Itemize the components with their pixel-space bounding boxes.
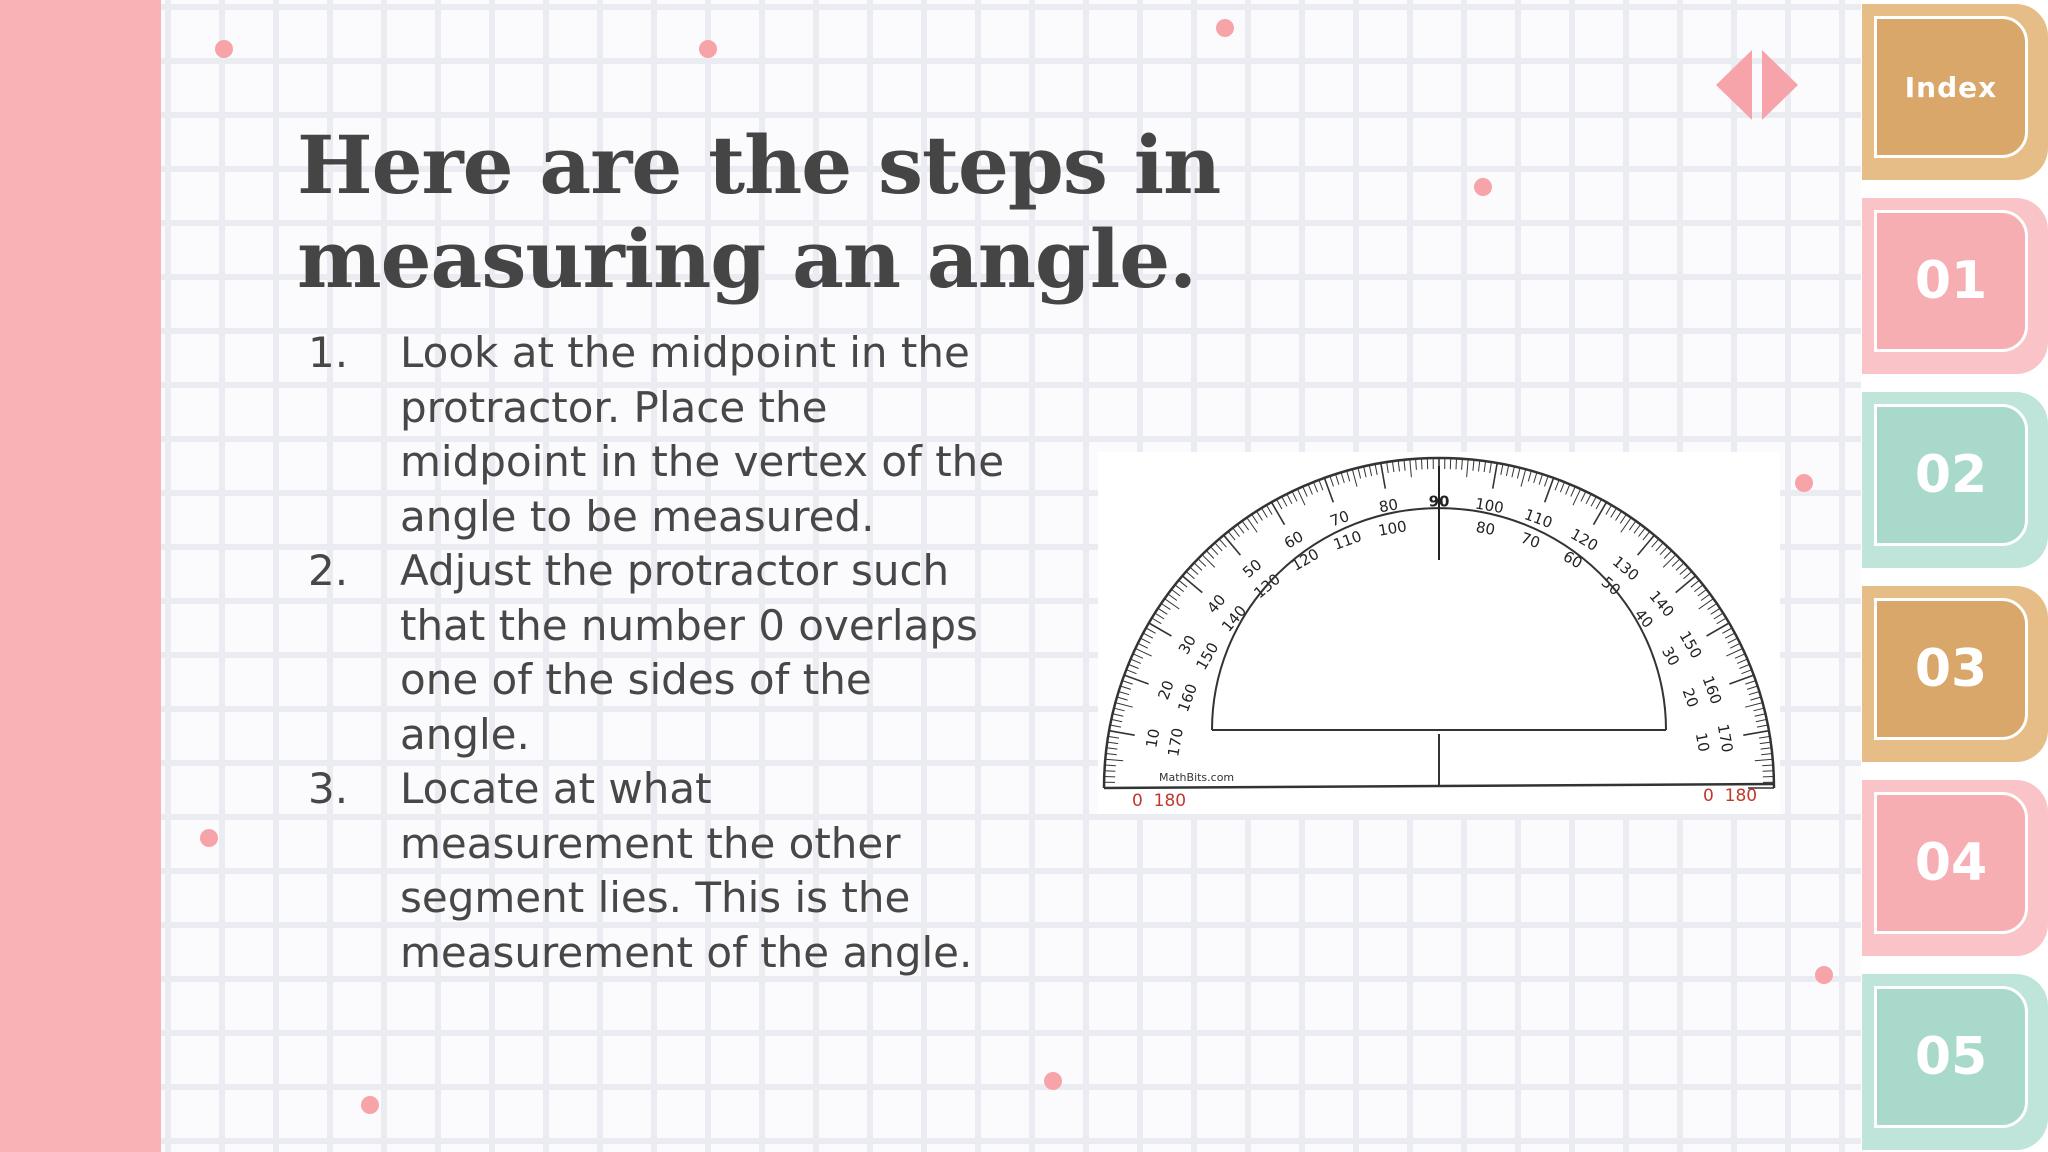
protractor-tick bbox=[1726, 649, 1742, 657]
tab-05[interactable] bbox=[1862, 974, 2048, 1150]
steps-list bbox=[308, 326, 1008, 980]
protractor-scale-label: 140 bbox=[1218, 601, 1251, 636]
protractor-tick bbox=[1634, 525, 1641, 534]
protractor-drawing bbox=[1098, 452, 1780, 814]
protractor-tick bbox=[1107, 748, 1118, 749]
protractor-tick bbox=[1138, 643, 1148, 648]
step-text: Locate at what measurement the other segment lies. This is the measurement of the angle. bbox=[400, 764, 973, 977]
protractor-tick bbox=[1753, 708, 1764, 711]
protractor-scale-label: 30 bbox=[1658, 643, 1684, 670]
protractor-tick bbox=[1596, 499, 1601, 509]
protractor-scale-label: 110 bbox=[1521, 505, 1555, 533]
protractor-scale-label: 60 bbox=[1559, 547, 1586, 573]
protractor-tick bbox=[1341, 472, 1344, 483]
left-accent-band bbox=[0, 0, 161, 1152]
protractor-tick bbox=[1467, 459, 1469, 477]
protractor-image bbox=[1098, 452, 1780, 814]
protractor-tick bbox=[1571, 487, 1576, 497]
protractor-tick bbox=[1735, 654, 1745, 659]
tab-label: 02 bbox=[1874, 404, 2028, 546]
protractor-tick bbox=[1656, 543, 1663, 551]
protractor-tick bbox=[1722, 628, 1732, 633]
protractor-tick bbox=[1282, 497, 1287, 507]
protractor-tick bbox=[1175, 585, 1184, 592]
protractor-scale-label: 40 bbox=[1203, 590, 1230, 617]
protractor-tick bbox=[1517, 468, 1520, 479]
decorative-dot bbox=[215, 40, 233, 58]
slide-title: Here are the steps in measuring an angle. bbox=[297, 118, 1221, 306]
protractor-tick bbox=[1398, 461, 1399, 472]
protractor-scale-label: 130 bbox=[1608, 552, 1643, 585]
protractor-tick bbox=[1292, 491, 1297, 501]
protractor-left-label: 0 180 bbox=[1132, 791, 1187, 811]
protractor-scale-label: 120 bbox=[1567, 524, 1602, 555]
protractor-tick bbox=[1484, 461, 1486, 472]
protractor-tick bbox=[1135, 649, 1151, 657]
protractor-tick bbox=[1262, 508, 1268, 517]
protractor-scale-label: 90 bbox=[1428, 492, 1450, 511]
protractor-tick bbox=[1586, 494, 1591, 504]
protractor-tick bbox=[1143, 633, 1153, 638]
protractor-tick bbox=[1237, 525, 1244, 534]
protractor-tick bbox=[1152, 618, 1162, 624]
protractor-tick bbox=[1110, 725, 1121, 727]
protractor-scale-label: 10 bbox=[1691, 731, 1713, 754]
protractor-tick bbox=[1757, 725, 1768, 727]
protractor-tick bbox=[1422, 459, 1423, 470]
protractor-tick bbox=[1131, 659, 1141, 663]
protractor-tick bbox=[1652, 539, 1659, 547]
protractor-tick bbox=[1594, 502, 1607, 525]
decorative-dot bbox=[1216, 19, 1234, 37]
protractor-scale-label: 160 bbox=[1698, 673, 1726, 707]
protractor-right-label: 0 180 bbox=[1703, 786, 1758, 806]
tab-index[interactable] bbox=[1862, 4, 2048, 180]
protractor-tick bbox=[1287, 494, 1292, 504]
protractor-tick bbox=[1708, 604, 1717, 610]
protractor-tick bbox=[1479, 461, 1480, 472]
protractor-tick bbox=[1745, 681, 1755, 685]
protractor-scale-label: 100 bbox=[1376, 517, 1409, 540]
tab-label: Index bbox=[1874, 16, 2028, 158]
protractor-tick bbox=[1606, 505, 1612, 514]
protractor-tick bbox=[1404, 460, 1405, 471]
list-item bbox=[308, 544, 1008, 762]
protractor-tick bbox=[1105, 771, 1116, 772]
protractor-tick bbox=[1111, 719, 1122, 721]
protractor-tick bbox=[1521, 469, 1526, 486]
protractor-tick bbox=[1190, 567, 1198, 574]
protractor-scale-label: 20 bbox=[1678, 685, 1703, 710]
protractor-tick bbox=[1149, 623, 1172, 636]
protractor-scale-label: 80 bbox=[1377, 495, 1400, 517]
tab-label: 03 bbox=[1874, 598, 2028, 740]
protractor-tick bbox=[1701, 594, 1710, 601]
protractor-scale-label: 170 bbox=[1713, 722, 1737, 754]
protractor-tick bbox=[1107, 742, 1118, 744]
protractor-tick bbox=[1456, 459, 1457, 470]
protractor-tick bbox=[1119, 692, 1130, 695]
decorative-dot bbox=[1044, 1072, 1062, 1090]
protractor-tick bbox=[1194, 563, 1202, 571]
protractor-tick bbox=[1629, 521, 1636, 530]
protractor-tick bbox=[1120, 686, 1131, 689]
protractor-tick bbox=[1676, 563, 1684, 571]
protractor-tick bbox=[1493, 463, 1498, 489]
protractor-tick bbox=[1369, 465, 1371, 476]
protractor-scale-label: 50 bbox=[1239, 555, 1266, 582]
protractor-tick bbox=[1707, 623, 1730, 636]
protractor-tick bbox=[1762, 765, 1773, 766]
protractor-tick bbox=[1172, 589, 1181, 596]
protractor-tick bbox=[1694, 585, 1703, 592]
protractor-tick bbox=[1215, 543, 1222, 551]
protractor-tick bbox=[1158, 608, 1167, 614]
protractor-tick bbox=[1128, 664, 1138, 668]
protractor-scale-label: 10 bbox=[1142, 727, 1164, 750]
protractor-tick bbox=[1392, 461, 1394, 472]
protractor-tick bbox=[1490, 462, 1492, 473]
prev-arrow-icon[interactable] bbox=[1716, 50, 1752, 120]
protractor-tick bbox=[1336, 474, 1339, 484]
protractor-tick bbox=[1155, 613, 1164, 619]
protractor-tick bbox=[1108, 736, 1119, 738]
protractor-tick bbox=[1566, 484, 1570, 494]
protractor-tick bbox=[1714, 613, 1723, 619]
protractor-tick bbox=[1206, 551, 1214, 559]
protractor-tick bbox=[1381, 463, 1386, 489]
protractor-tick bbox=[1462, 459, 1463, 470]
decorative-dot bbox=[699, 40, 717, 58]
protractor-tick bbox=[1501, 464, 1503, 475]
tab-02[interactable] bbox=[1862, 392, 2048, 568]
protractor-tick bbox=[1228, 532, 1235, 541]
protractor-scale-label: 150 bbox=[1675, 627, 1706, 662]
protractor-tick bbox=[1545, 476, 1549, 486]
protractor-tick bbox=[1115, 703, 1132, 708]
protractor-tick bbox=[1711, 608, 1720, 614]
protractor-tick bbox=[1272, 502, 1285, 525]
protractor-tick bbox=[1364, 467, 1367, 478]
protractor-tick bbox=[1512, 467, 1515, 478]
protractor-scale-label: 110 bbox=[1330, 527, 1365, 554]
protractor-tick bbox=[1676, 576, 1696, 593]
protractor-tick bbox=[1761, 748, 1772, 749]
step-number: 2. bbox=[308, 546, 349, 595]
protractor-tick bbox=[1534, 472, 1537, 483]
protractor-tick bbox=[1122, 681, 1132, 685]
protractor-scale-label: 60 bbox=[1280, 527, 1307, 553]
protractor-tick bbox=[1737, 659, 1747, 663]
protractor-tick bbox=[1410, 459, 1412, 477]
protractor-tick bbox=[1742, 670, 1752, 674]
protractor-tick bbox=[1267, 505, 1273, 514]
protractor-tick bbox=[1698, 589, 1707, 596]
protractor-tick bbox=[1573, 489, 1581, 505]
protractor-tick bbox=[1639, 528, 1646, 537]
protractor-scale-label: 100 bbox=[1473, 494, 1506, 518]
protractor-tick bbox=[1528, 471, 1531, 482]
protractor-tick bbox=[1506, 465, 1508, 476]
protractor-credit: MathBits.com bbox=[1159, 771, 1235, 784]
protractor-tick bbox=[1591, 497, 1596, 507]
protractor-tick bbox=[1672, 559, 1680, 567]
protractor-tick bbox=[1539, 474, 1542, 484]
protractor-scale-label: 150 bbox=[1192, 639, 1223, 674]
protractor-tick bbox=[1358, 468, 1361, 479]
protractor-tick bbox=[1660, 547, 1668, 555]
protractor-tick bbox=[1161, 604, 1170, 610]
tab-label: 01 bbox=[1874, 210, 2028, 352]
protractor-tick bbox=[1233, 528, 1240, 537]
protractor-tick bbox=[1314, 482, 1318, 492]
protractor-tick bbox=[1114, 708, 1125, 711]
protractor-tick bbox=[1581, 491, 1586, 501]
protractor-tick bbox=[1684, 572, 1692, 579]
protractor-scale-label: 140 bbox=[1645, 587, 1678, 621]
protractor-tick bbox=[1473, 460, 1474, 471]
step-number: 1. bbox=[308, 328, 349, 377]
protractor-tick bbox=[1297, 489, 1305, 505]
protractor-tick bbox=[1743, 731, 1769, 736]
protractor-scale-label: 170 bbox=[1164, 726, 1187, 758]
protractor-tick bbox=[1725, 633, 1735, 638]
protractor-tick bbox=[1730, 643, 1740, 648]
protractor-tick bbox=[1747, 686, 1758, 689]
protractor-tick bbox=[1620, 514, 1626, 523]
decorative-dot bbox=[1795, 474, 1813, 492]
list-item bbox=[308, 762, 1008, 980]
protractor-tick bbox=[1717, 618, 1727, 624]
protractor-scale-label: 40 bbox=[1630, 605, 1657, 632]
protractor-tick bbox=[1105, 759, 1123, 761]
protractor-tick bbox=[1252, 514, 1258, 523]
protractor-tick bbox=[1761, 754, 1772, 755]
tab-04[interactable] bbox=[1862, 780, 2048, 956]
protractor-tick bbox=[1555, 480, 1559, 490]
protractor-scale-label: 80 bbox=[1474, 517, 1497, 540]
protractor-tick bbox=[1745, 703, 1762, 708]
protractor-tick bbox=[1319, 480, 1323, 490]
protractor-tick bbox=[1202, 555, 1215, 568]
protractor-tick bbox=[1664, 551, 1672, 559]
decorative-dot bbox=[200, 829, 218, 847]
protractor-tick bbox=[1303, 487, 1308, 497]
protractor-tick bbox=[1643, 532, 1650, 541]
protractor-tick bbox=[1168, 594, 1177, 601]
protractor-tick bbox=[1106, 754, 1117, 755]
protractor-tick bbox=[1663, 555, 1676, 568]
protractor-tick bbox=[1277, 499, 1282, 509]
protractor-tick bbox=[1375, 464, 1377, 475]
tab-01[interactable] bbox=[1862, 198, 2048, 374]
protractor-tick bbox=[1133, 654, 1143, 659]
protractor-tick bbox=[1352, 469, 1357, 486]
step-text: Look at the midpoint in the protractor. Place the midpoint in the vertex of the angle to be measured. bbox=[400, 328, 1005, 541]
protractor-scale-label: 130 bbox=[1250, 570, 1284, 603]
decorative-dot bbox=[361, 1096, 379, 1114]
tab-label: 04 bbox=[1874, 792, 2028, 934]
protractor-tick bbox=[1347, 471, 1350, 482]
protractor-tick bbox=[1179, 580, 1188, 587]
protractor-scale-label: 20 bbox=[1154, 677, 1178, 703]
protractor-tick bbox=[1691, 580, 1700, 587]
protractor-tick bbox=[1755, 759, 1773, 761]
protractor-tick bbox=[1219, 539, 1226, 547]
protractor-tick bbox=[1117, 697, 1128, 700]
protractor-tick bbox=[1763, 771, 1774, 772]
protractor-tick bbox=[1141, 638, 1151, 643]
protractor-tick bbox=[1611, 508, 1617, 517]
protractor-tick bbox=[1739, 664, 1749, 668]
tab-label: 05 bbox=[1874, 986, 2028, 1128]
protractor-tick bbox=[1638, 535, 1655, 555]
protractor-tick bbox=[1756, 719, 1767, 721]
protractor-tick bbox=[1760, 742, 1771, 744]
next-arrow-icon[interactable] bbox=[1762, 50, 1798, 120]
step-text: Adjust the protractor such that the number 0 overlaps one of the sides of the angle. bbox=[400, 546, 978, 759]
protractor-tick bbox=[1126, 670, 1136, 674]
protractor-tick bbox=[1616, 511, 1622, 520]
protractor-tick bbox=[1242, 521, 1249, 530]
protractor-tick bbox=[1182, 576, 1202, 593]
protractor-tick bbox=[1257, 511, 1263, 520]
protractor-tick bbox=[1749, 692, 1760, 695]
protractor-tick bbox=[1330, 476, 1334, 486]
protractor-scale-label: 50 bbox=[1597, 573, 1625, 600]
protractor-tick bbox=[1198, 559, 1206, 567]
protractor-scale-label: 30 bbox=[1174, 631, 1201, 658]
protractor-tick bbox=[1387, 462, 1389, 473]
protractor-tick bbox=[1416, 459, 1417, 470]
protractor-tick bbox=[1146, 628, 1156, 633]
protractor-tick bbox=[1728, 638, 1738, 643]
protractor-scale-label: 70 bbox=[1327, 507, 1352, 531]
protractor-scale-label: 70 bbox=[1518, 528, 1543, 553]
nav-arrows bbox=[1714, 48, 1800, 122]
protractor-tick bbox=[1224, 535, 1241, 555]
step-number: 3. bbox=[308, 764, 349, 813]
tab-03[interactable] bbox=[1862, 586, 2048, 762]
protractor-tick bbox=[1113, 714, 1124, 716]
protractor-tick bbox=[1680, 567, 1688, 574]
protractor-tick bbox=[1755, 714, 1766, 716]
protractor-scale-label: 120 bbox=[1288, 544, 1323, 575]
protractor-tick bbox=[1308, 484, 1312, 494]
list-item bbox=[308, 326, 1008, 544]
protractor-tick bbox=[1211, 547, 1219, 555]
protractor-tick bbox=[1186, 572, 1194, 579]
protractor-tick bbox=[1105, 765, 1116, 766]
protractor-tick bbox=[1750, 697, 1761, 700]
protractor-tick bbox=[1109, 731, 1135, 736]
protractor-tick bbox=[1560, 482, 1564, 492]
decorative-dot bbox=[1815, 966, 1833, 984]
protractor-scale-label: 160 bbox=[1174, 681, 1201, 715]
protractor-tick bbox=[1759, 736, 1770, 738]
